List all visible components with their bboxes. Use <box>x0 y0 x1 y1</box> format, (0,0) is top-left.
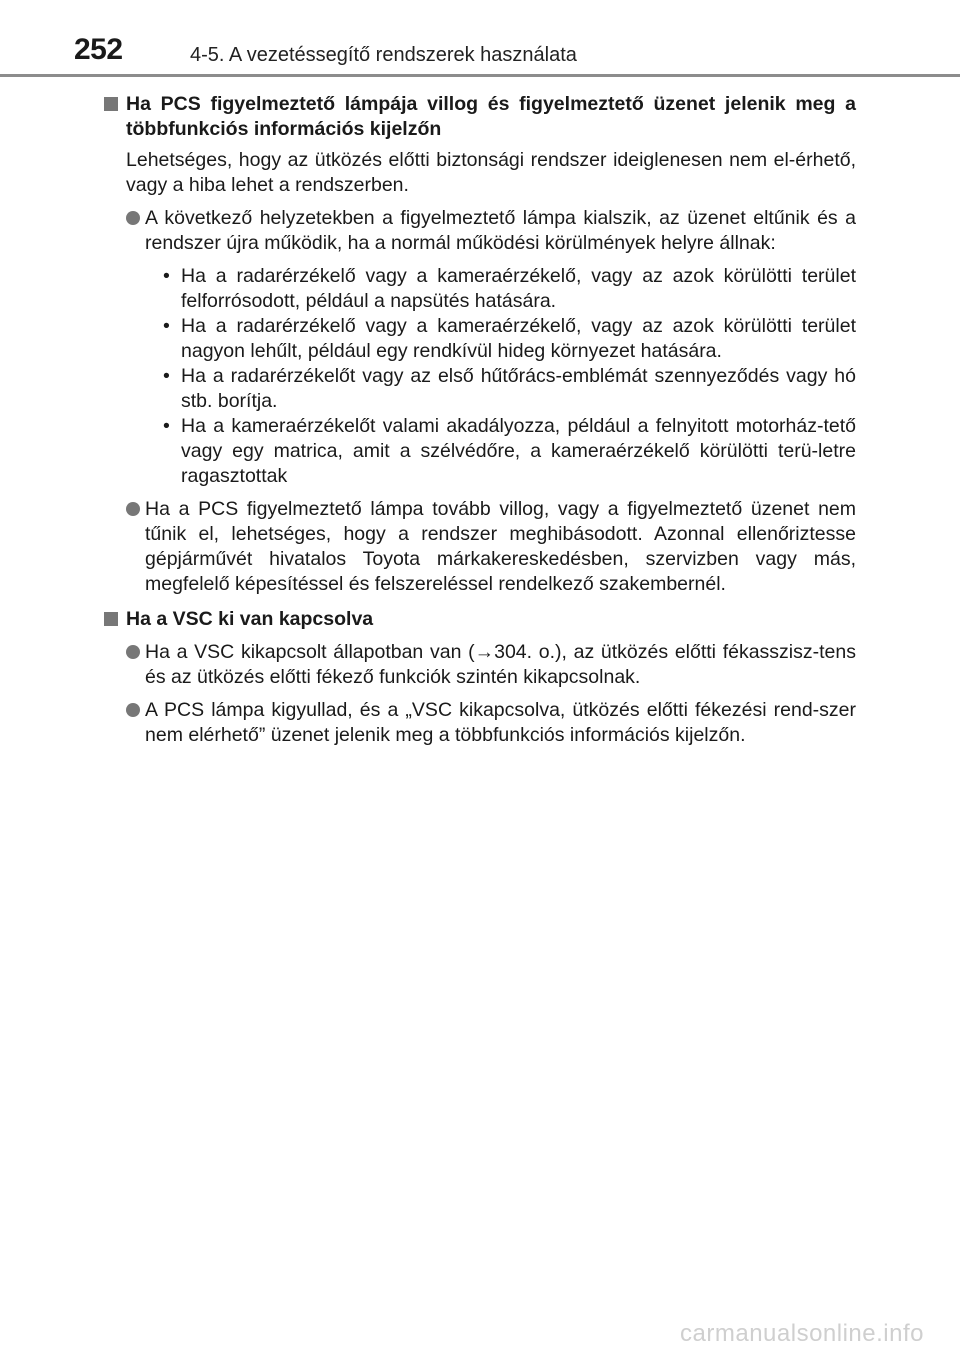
sub-list-item-text: Ha a radarérzékelő vagy a kameraérzékelő, vagy az azok körülötti terület nagyon lehűlt, például egy rendkívül hideg környezet hatására. <box>181 315 856 362</box>
section-heading <box>104 607 856 632</box>
chapter-title: 4-5. A vezetéssegítő rendszerek használata <box>190 44 577 66</box>
bullet-item <box>126 206 856 489</box>
bullet-item <box>126 497 856 597</box>
sub-bullet-mark: • <box>163 415 170 437</box>
sub-list-item <box>163 314 856 364</box>
sub-list-item <box>163 414 856 489</box>
section-square-icon <box>104 612 118 626</box>
section-square-icon <box>104 97 118 111</box>
bullet-item <box>126 640 856 690</box>
page-header <box>0 0 960 80</box>
page-number: 252 <box>74 33 123 66</box>
sub-list <box>163 264 856 489</box>
sub-list-item <box>163 364 856 414</box>
bullet-dot-icon <box>126 211 140 225</box>
section-heading-text: Ha PCS figyelmeztető lámpája villog és figyelmeztető üzenet jelenik meg a többfunkciós információs kijelzőn <box>126 93 856 140</box>
page-content <box>104 92 856 748</box>
header-divider <box>0 74 960 77</box>
section-heading-text: Ha a VSC ki van kapcsolva <box>126 608 374 630</box>
sub-list-item-text: Ha a radarérzékelőt vagy az első hűtőrács-emblémát szennyeződés vagy hó stb. borítja. <box>181 365 856 412</box>
section-paragraph: Lehetséges, hogy az ütközés előtti biztonsági rendszer ideiglenesen nem el-érhető, vagy a hiba lehet a rendszerben. <box>126 149 856 196</box>
bullet-text: Ha a VSC kikapcsolt állapotban van (→304. o.), az ütközés előtti fékasszisz-tens és az ütközés előtti fékező funkciók szintén kikapcsolnak. <box>145 641 856 688</box>
bullet-text: A PCS lámpa kigyullad, és a „VSC kikapcsolva, ütközés előtti fékezési rend-szer nem elérhető” üzenet jelenik meg a többfunkciós információs kijelzőn. <box>145 699 856 746</box>
watermark: carmanualsonline.info <box>680 1320 924 1347</box>
section-heading <box>104 92 856 142</box>
sub-list-item-text: Ha a radarérzékelő vagy a kameraérzékelő, vagy az azok körülötti terület felforrósodott, például a napsütés hatására. <box>181 265 856 312</box>
sub-bullet-mark: • <box>163 265 170 287</box>
bullet-dot-icon <box>126 703 140 717</box>
sub-bullet-mark: • <box>163 365 170 387</box>
bullet-dot-icon <box>126 502 140 516</box>
bullet-item <box>126 698 856 748</box>
sub-list-item <box>163 264 856 314</box>
sub-bullet-mark: • <box>163 315 170 337</box>
bullet-text: A következő helyzetekben a figyelmeztető lámpa kialszik, az üzenet eltűnik és a rendszer újra működik, ha a normál működési körülmények helyre állnak: <box>145 207 856 254</box>
sub-list-item-text: Ha a kameraérzékelőt valami akadályozza, például a felnyitott motorház-tető vagy egy matrica, amit a szélvédőre, a kameraérzékelő körülötti terü-letre ragasztottak <box>181 415 856 487</box>
bullet-text: Ha a PCS figyelmeztető lámpa tovább villog, vagy a figyelmeztető üzenet nem tűnik el, lehetséges, hogy a rendszer meghibásodott. Azonnal ellenőriztesse gépjárművét hivatalos Toyota márkakereskedésben, szervizben vagy más, megfelelő képesítéssel és felszereléssel rendelkező szakembernél. <box>145 498 856 595</box>
bullet-dot-icon <box>126 645 140 659</box>
